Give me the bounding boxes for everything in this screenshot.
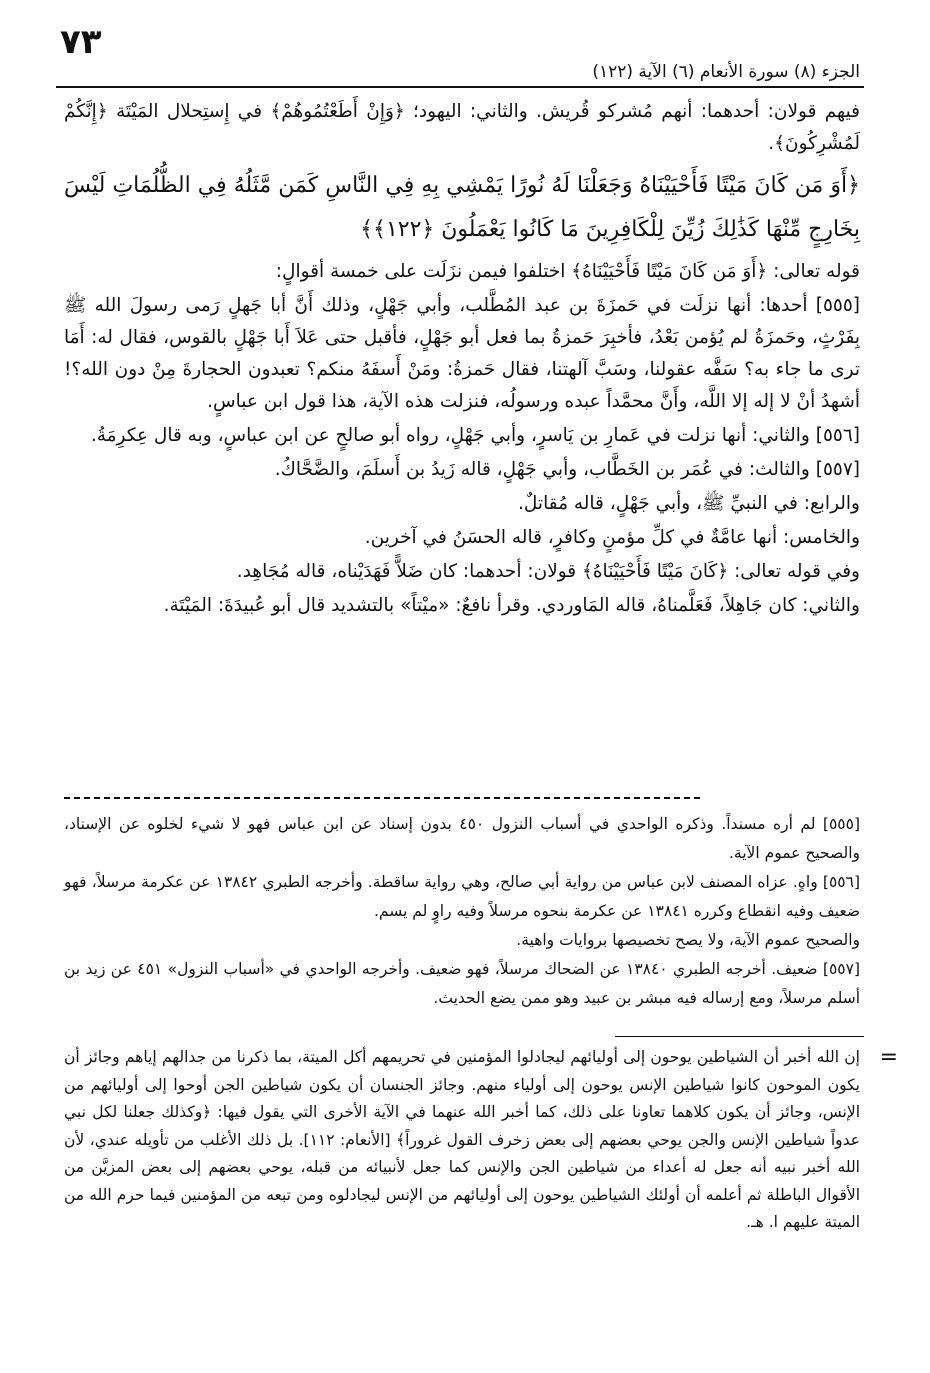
note-556: [٥٥٦] واهٍ. عزاه المصنف لابن عباس من رواية أبي صالح، وهي رواية ساقطة. وأخرجه الطبري ١٣٨٤٢ عن عكرمة مرسلاً، فهو ضعيف وفيه انقطاع وكرره ١٣٨٤١ عن عكرمة بنحوه مرسلاً وفيه راوٍ لم يسم. <box>64 873 860 920</box>
paragraph-555: [٥٥٥] أحدها: أنها نزلَت في حَمزَةَ بن عبد المُطَّلب، وأبي جَهْلٍ، وذلك أَنَّ أبا جَهلٍ رَمى رسولَ الله ﷺ بِفَرْثٍ، وحَمزَةُ لم يُؤمن بَعْدُ، فأخبِرَ حَمزةُ بما فعل أبو جَهْلٍ، فأقبل حتى عَلاَ أَبا جَهْلٍ بالقوس، فقال له: أَمَا ترى ما جاء به؟ سَفَّه عقولنا، وسَبَّ آلهتنا، فقال حَمزةُ: ومَنْ أَسفَهُ منكم؟ تعبدون الحجارةَ مِنْ دون الله؟! أشهدُ أنْ لا إله إلا اللَّه، وأَنَّ محمَّداً عبده ورسولُه، فنزلت هذه الآية، هذا قول ابن عباسٍ. <box>64 295 860 412</box>
takhrij-notes <box>64 810 860 1013</box>
note-557: [٥٥٧] ضعيف. أخرجه الطبري ١٣٨٤٠ عن الضحاك مرسلاً، فهو ضعيف. وأخرجه الواحدي في «أسباب النزول» ٤٥١ عن زيد بن أسلم مرسلاً، ومع إرساله فيه مبشر بن عبيد وهو ممن يضع الحديث. <box>64 960 860 1007</box>
paragraph-556: [٥٥٦] والثاني: أنها نزلت في عَمارِ بن يَاسرٍ، وأبي جَهْلٍ، رواه أبو صالحٍ عن ابن عباسٍ، وبه قال عِكرِمَةُ. <box>90 425 860 446</box>
footnote-text: إن الله أخبر أن الشياطين يوحون إلى أوليائهم ليجادلوا المؤمنين في تحريمهم أكل الميتة، بما ذكرنا من جدالهم إياهم وجائز أن يكون الموحون كانوا شياطين الإنس يوحون إلى أولياء منهم. وجائز الجنسان أن يكون شياطين الجن أوحوا إلى أوليائهم من الإنس، وجائز أن يكون كلاهما تعاونا على ذلك، كما أخبر الله عنهما في الآية الأخرى التي يقول فيها: ﴿وكذلك جعلنا لكل نبي عدواً شياطين الإنس والجن يوحي بعضهم إلى بعض زخرف القول غروراً﴾ [الأنعام: ١١٢]. بل ذلك الأغلب من تأويله عندي، لأن الله أخبر نبيه أنه جعل له أعداء من شياطين الجن والإنس كما جعل لأنبيائه من قبله، يوحي بعضهم إلى بعض المزيَّن من الأقوال الباطلة ثم أعلمه أن أولئك الشياطين يوحون إلى أوليائهم من الإنس ليجادلوه ومن تبعه من المؤمنين فيما حرم الله من الميتة عليهم ا. هـ. <box>64 1048 861 1231</box>
note-555: [٥٥٥] لم أره مسنداً. وذكره الواحدي في أسباب النزول ٤٥٠ بدون إسناد عن ابن عباس فهو لا شيء لخلوه عن الإسناد، والصحيح عموم الآية. <box>64 815 860 862</box>
page-number: ٧٣ <box>60 22 102 62</box>
paragraph-verse-comment: قوله تعالى: ﴿أَوَ مَن كَانَ مَيْتًا فَأَحْيَيْنَاهُ﴾ اختلفوا فيمن نزَلَت على خمسة أقوالٍ: <box>275 261 860 282</box>
quran-verse: ﴿أَوَ مَن كَانَ مَيْتًا فَأَحْيَيْنَاهُ وَجَعَلْنَا لَهُ نُورًا يَمْشِي بِهِ فِي النَّاسِ كَمَن مَّثَلُهُ فِي الظُّلُمَاتِ لَيْسَ بِخَارِجٍ مِّنْهَا كَذَٰلِكَ زُيِّنَ لِلْكَافِرِينَ مَا كَانُوا يَعْمَلُونَ ﴿١٢٢﴾﴾ <box>64 173 860 242</box>
header-rule <box>56 86 864 88</box>
main-text <box>64 96 860 624</box>
note-556-continued: والصحيح عموم الآية، ولا يصح تخصيصها بروايات واهية. <box>516 931 860 949</box>
paragraph-meaning-first: وفي قوله تعالى: ﴿كَانَ مَيْتًا فَأَحْيَيْنَاهُ﴾ قولان: أحدهما: كان ضَلاًّ فَهَدَيْناه، قاله مُجَاهِد. <box>236 561 860 582</box>
notes-separator <box>64 797 700 799</box>
paragraph-meaning-second: والثاني: كان جَاهِلاً، فَعَلَّمناهُ، قاله المَاوردي. وقرأ نافعٌ: «ميْتاً» بالتشديد قال أبو عُبيدَةَ: المَيْتَة. <box>163 595 860 616</box>
paragraph-fifth: والخامس: أنها عامَّةٌ في كلِّ مؤمنٍ وكافرٍ، قاله الحسَنُ في آخرين. <box>364 527 860 548</box>
paragraph-557: [٥٥٧] والثالث: في عُمَر بن الخَطَّاب، وأبي جَهْلٍ، قاله زَيدُ بن أَسلَمَ، والضَّحَّاكُ. <box>274 459 860 480</box>
paragraph-intro: فيهم قولان: أحدهما: أنهم مُشركو قُريش. والثاني: اليهود؛ ﴿وَإِنْ أَطَعْتُمُوهُمْ﴾ في إِستِحلال المَيْتَة ﴿إِنَّكُمْ لَمُشْرِكُونَ﴾. <box>64 101 860 154</box>
running-title: الجزء (٨) سورة الأنعام (٦) الآية (١٢٢) <box>592 62 860 82</box>
paragraph-fourth: والرابع: في النبيِّ ﷺ، وأبي جَهْلٍ، قاله مُقاتلٌ. <box>518 493 860 514</box>
footnote-rule <box>615 1036 864 1037</box>
continuation-marker: = <box>879 1045 898 1070</box>
footnote <box>64 1044 898 1237</box>
